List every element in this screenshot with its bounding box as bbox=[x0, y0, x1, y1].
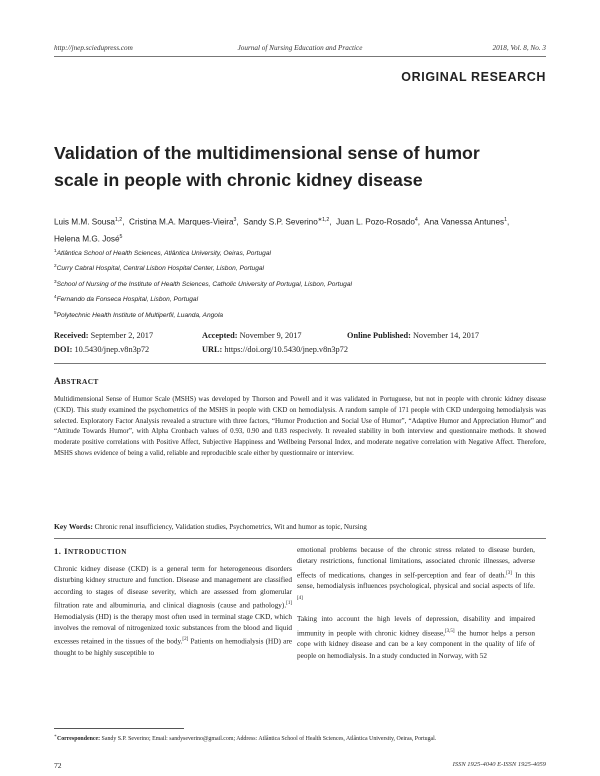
article-url-link[interactable]: https://doi.org/10.5430/jnep.v8n3p72 bbox=[224, 345, 348, 354]
author-name: Luis M.M. Sousa bbox=[54, 217, 115, 227]
keywords bbox=[54, 522, 546, 531]
accepted-date: Accepted: November 9, 2017 bbox=[202, 331, 302, 340]
author-list: Luis M.M. Sousa$^{1,2}$, Cristina M.A. Marques-Vieira$^3$, Sandy S.P. Severino$^{∗1,2}$, Juan L. Pozo-Rosado$^4$, Ana Vanessa Antunes$^1$, Helena M.G. José$^5$ bbox=[54, 217, 512, 244]
affiliation-item bbox=[54, 245, 546, 260]
abstract-heading: ABSTRACT bbox=[54, 376, 99, 386]
author-name: Ana Vanessa Antunes bbox=[424, 217, 505, 227]
author-affil-sup: 4 bbox=[414, 217, 418, 223]
author-affil-sup: 1 bbox=[504, 217, 508, 223]
abstract-text: Multidimensional Sense of Humor Scale (MSHS) was developed by Thorson and Powell and it was validated in Portuguese, but not in people with chronic kidney disease (CKD). This study examined the psychometrics of the MSHS in people with CKD on hemodialysis. A random sample of 171 people with CKD undergoing hemodialysis was selected. Exploratory Factor Analysis revealed a structure with three factors, “Humor Production and Social Use of Humor”, “Adaptive Humor and Appreciation Humor” and “Attitude Towards Humor”, with Alpha Cronbach values of 0.93, 0.90 and 0.83 respecively. It revealed stability in both interview and questionnaire methods. It showed moderate positive correlations with Positive Affect, Subjective Happiness and Wellbeing Personal Index, and moderate negative correlation with Negative Affect. Therefore, MSHS shows evidence of being a valid, reliable and reproducible scale either by questionnaire or interview. bbox=[54, 395, 546, 457]
affiliation-text: Fernando da Fonseca Hospital, Lisbon, Portugal bbox=[56, 296, 199, 304]
author-name: Juan L. Pozo-Rosado bbox=[336, 217, 415, 227]
abstract-top-divider bbox=[54, 363, 546, 364]
citation-ref[interactable]: [1] bbox=[286, 600, 292, 606]
citation-ref[interactable]: [3,5] bbox=[445, 628, 455, 634]
affiliation-number: 5 bbox=[54, 309, 57, 315]
article-title bbox=[54, 140, 546, 194]
author-name: Cristina M.A. Marques-Vieira bbox=[129, 217, 234, 227]
correspondence-footnote: ∗Correspondence: Sandy S.P. Severino; Email: sandyseverino@gmail.com; Address: Atlântica School of Health Sciences, Atlântica University, Oeiras, Portugal. bbox=[54, 733, 437, 742]
journal-url-link[interactable]: http://jnep.sciedupress.com bbox=[54, 44, 133, 52]
citation-ref[interactable]: [3] bbox=[506, 570, 512, 576]
affiliation-item bbox=[54, 276, 546, 291]
page-number: 72 bbox=[54, 761, 62, 770]
affiliation-number: 4 bbox=[54, 294, 57, 300]
author-affil-sup: ∗1,2 bbox=[317, 217, 330, 223]
header-divider bbox=[54, 56, 546, 57]
keywords-label: Key Words: bbox=[54, 522, 93, 531]
volume-info: 2018, Vol. 8, No. 3 bbox=[492, 44, 546, 52]
affiliation-item bbox=[54, 307, 546, 322]
affiliation-number: 2 bbox=[54, 263, 57, 269]
publication-dates bbox=[54, 331, 546, 359]
intro-paragraph-2: emotional problems because of the chronic stress related to disease burden, dietary restrictions, functional limitations, associated chronic illnesses, adverse effects of medications, changes in self-perception and fear of death.[3] In this sense, hemodialysis influences psychological, physical and social aspects of life.[4] bbox=[297, 546, 535, 601]
author-name: Helena M.G. José bbox=[54, 234, 120, 244]
section-heading-introduction: 1. INTRODUCTION bbox=[54, 546, 127, 556]
title-line-1: Validation of the multidimensional sense of humor bbox=[54, 143, 480, 163]
right-column bbox=[297, 545, 535, 662]
title-line-2: scale in people with chronic kidney disease bbox=[54, 170, 423, 190]
affiliation-list bbox=[54, 245, 546, 322]
footnote-divider bbox=[54, 728, 184, 729]
keywords-text: Chronic renal insufficiency, Validation studies, Psychometrics, Wit and humor as topic, Nursing bbox=[94, 523, 367, 531]
affiliation-number: 3 bbox=[54, 278, 57, 284]
published-date: Online Published: November 14, 2017 bbox=[347, 331, 480, 340]
affiliation-text: Curry Cabral Hospital, Central Lisbon Hospital Center, Lisbon, Portugal bbox=[56, 265, 265, 273]
affiliation-text: Atlântica School of Health Sciences, Atlântica University, Oeiras, Portugal bbox=[56, 250, 271, 258]
citation-ref[interactable]: [2] bbox=[182, 637, 189, 643]
citation-ref[interactable]: [4] bbox=[297, 595, 303, 601]
doi: DOI: 10.5430/jnep.v8n3p72 bbox=[54, 345, 150, 354]
affiliation-item bbox=[54, 260, 546, 275]
issn-info: ISSN 1925-4040 E-ISSN 1925-4059 bbox=[452, 761, 546, 768]
journal-name: Journal of Nursing Education and Practice bbox=[237, 44, 363, 52]
author-affil-sup: 1,2 bbox=[114, 217, 123, 223]
author-affil-sup: 5 bbox=[119, 233, 123, 240]
intro-paragraph-1: Chronic kidney disease (CKD) is a general term for heterogeneous disorders disturbing kidney structure and function. Disease and management are classified according to stages of disease severity, which are assessed from glomerular filtration rate and albuminuria, and clinical diagnosis (cause and pathology).[1] Hemodialysis (HD) is the therapy most often used in terminal stage CKD, which involves the removal of nitrogenized toxic substances from the blood and liquid excesses retained in the tissues of the body.[2] Patients on hemodialysis (HD) are thought to be highly susceptible to bbox=[54, 565, 292, 657]
author-name: Sandy S.P. Severino bbox=[243, 217, 318, 227]
intro-paragraph-3: Taking into account the high levels of depression, disability and impaired immunity in people with chronic kidney disease,[3,5] the humor helps a person cope with kidney disease and can be a key component in the quality of life of people on hemodialysis. In a study conducted in Norway, with 52 bbox=[297, 615, 535, 660]
doi-link[interactable]: 10.5430/jnep.v8n3p72 bbox=[74, 345, 150, 354]
abstract-bottom-divider bbox=[54, 538, 546, 539]
affiliation-item bbox=[54, 291, 546, 306]
author-affil-sup: 3 bbox=[233, 217, 237, 223]
article-url: URL: https://doi.org/10.5430/jnep.v8n3p72 bbox=[202, 345, 348, 354]
affiliation-text: Polytechnic Health Institute of Multiperfil, Luanda, Angola bbox=[56, 312, 224, 320]
affiliation-text: School of Nursing of the Institute of Health Sciences, Catholic University of Portugal, Lisbon, Portugal bbox=[56, 281, 352, 289]
affiliation-number: 1 bbox=[54, 248, 57, 253]
section-type-label: ORIGINAL RESEARCH bbox=[401, 70, 546, 84]
received-date: Received: September 2, 2017 bbox=[54, 331, 154, 340]
left-column bbox=[54, 564, 292, 659]
